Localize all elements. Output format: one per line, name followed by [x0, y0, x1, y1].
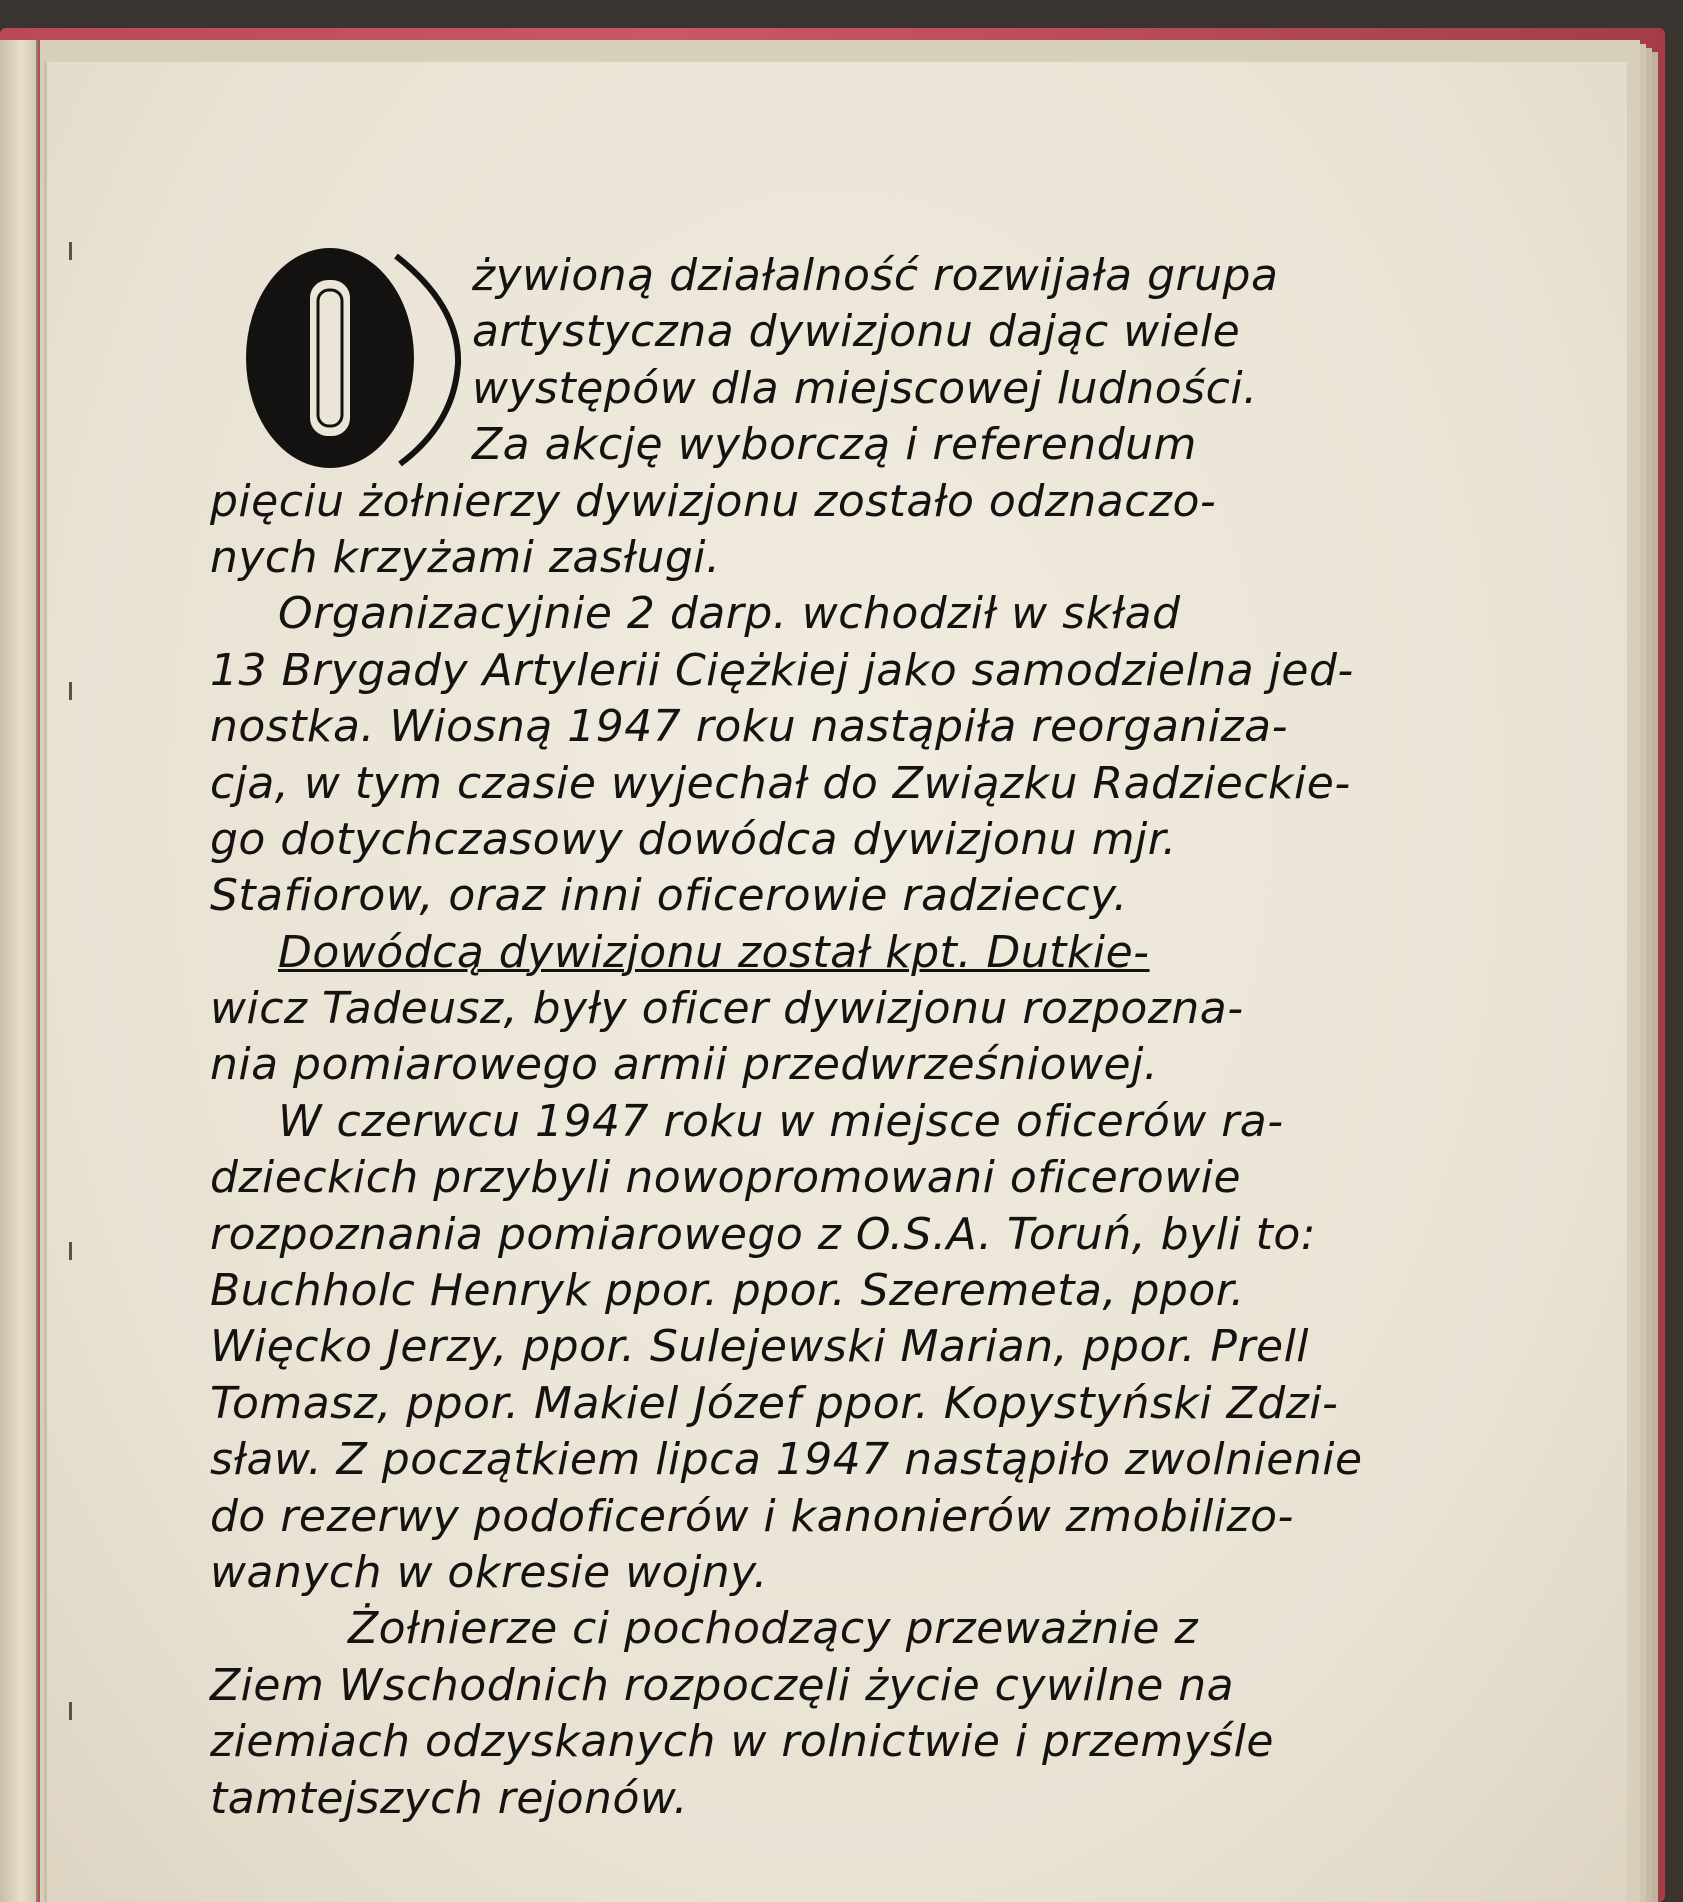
- text-line: Więcko Jerzy, ppor. Sulejewski Marian, ppor. Prell: [210, 1321, 1310, 1373]
- text-line: Organizacyjnie 2 darp. wchodził w skład: [278, 588, 1181, 640]
- binding-stitch: [69, 242, 72, 260]
- text-line: nostka. Wiosną 1947 roku nastąpiła reorganiza-: [210, 701, 1288, 753]
- text-line: Buchholc Henryk ppor. ppor. Szeremeta, ppor.: [210, 1265, 1245, 1317]
- text-line: go dotychczasowy dowódca dywizjonu mjr.: [210, 813, 1177, 865]
- text-line: rozpoznania pomiarowego z O.S.A. Toruń, byli to:: [210, 1208, 1317, 1260]
- text-line: do rezerwy podoficerów i kanonierów zmobilizo-: [210, 1490, 1294, 1542]
- text-line: nia pomiarowego armii przedwrześniowej.: [210, 1039, 1159, 1091]
- handwritten-text: [210, 248, 1430, 1827]
- left-page-edge: [0, 40, 38, 1902]
- text-line: tamtejszych rejonów.: [210, 1772, 689, 1824]
- text-line: Dowódcą dywizjonu został kpt. Dutkie-: [278, 926, 1150, 978]
- text-line: występów dla miejscowej ludności.: [472, 362, 1258, 414]
- text-line: Ziem Wschodnich rozpoczęli życie cywilne na: [210, 1659, 1235, 1711]
- text-line: Stafiorow, oraz inni oficerowie radzieccy.: [210, 870, 1128, 922]
- text-line: nych krzyżami zasługi.: [210, 531, 721, 583]
- text-line: wanych w okresie wojny.: [210, 1546, 768, 1598]
- text-line: W czerwcu 1947 roku w miejsce oficerów ra-: [278, 1095, 1284, 1147]
- text-line: Żołnierze ci pochodzący przeważnie z: [348, 1603, 1199, 1655]
- text-line: sław. Z początkiem lipca 1947 nastąpiło zwolnienie: [210, 1434, 1363, 1486]
- text-line: 13 Brygady Artylerii Ciężkiej jako samodzielna jed-: [210, 644, 1354, 696]
- text-line: wicz Tadeusz, były oficer dywizjonu rozpozna-: [210, 983, 1244, 1035]
- text-line: żywioną działalność rozwijała grupa: [472, 250, 1279, 301]
- text-line: ziemiach odzyskanych w rolnictwie i przemyśle: [210, 1716, 1274, 1768]
- text-line: cja, w tym czasie wyjechał do Związku Radzieckie-: [210, 757, 1351, 809]
- text-line: dzieckich przybyli nowopromowani oficerowie: [210, 1152, 1242, 1204]
- text-line: Za akcję wyborczą i referendum: [472, 419, 1197, 471]
- text-line: artystyczna dywizjonu dając wiele: [472, 306, 1241, 358]
- binding-stitch: [69, 682, 72, 700]
- text-line: Tomasz, ppor. Makiel Józef ppor. Kopystyński Zdzi-: [210, 1377, 1339, 1429]
- text-line: pięciu żołnierzy dywizjonu zostało odznaczo-: [210, 475, 1217, 527]
- binding-stitch: [69, 1702, 72, 1720]
- binding-stitch: [69, 1242, 72, 1260]
